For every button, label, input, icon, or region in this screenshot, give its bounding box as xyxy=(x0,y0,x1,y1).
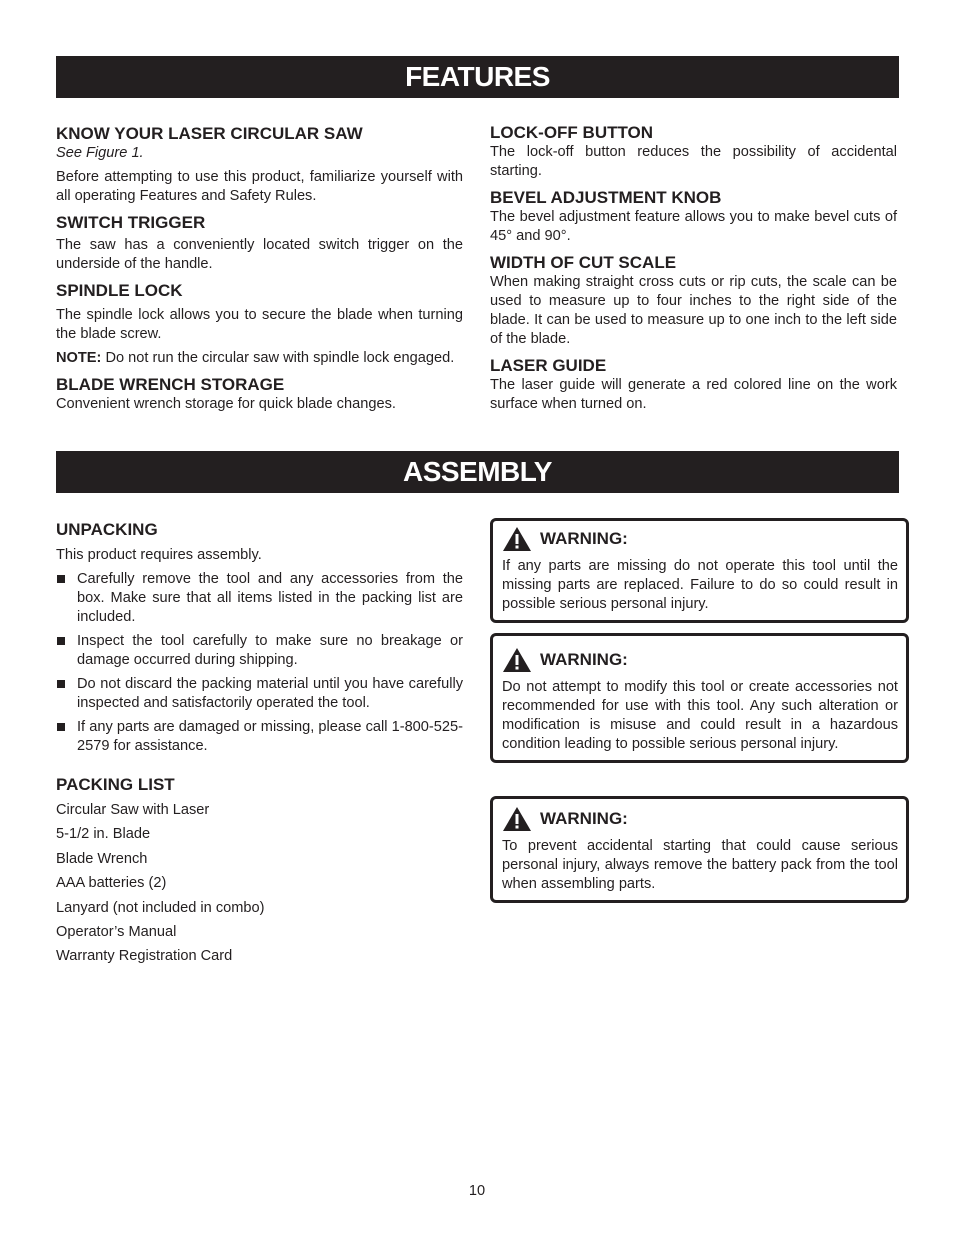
warning-triangle-icon xyxy=(502,806,532,832)
packing-item: Lanyard (not included in combo) xyxy=(56,899,265,916)
bullet-square-icon xyxy=(57,680,65,688)
packing-item: Operator’s Manual xyxy=(56,923,177,940)
packing-item: Blade Wrench xyxy=(56,850,148,867)
know-section xyxy=(56,124,463,206)
warning-box-battery xyxy=(490,796,909,903)
bullet-text: Carefully remove the tool and any accessories from the box. Make sure that all items listed in the packing list are included. xyxy=(77,571,463,625)
unpacking-heading: UNPACKING xyxy=(56,520,158,539)
warning-text: Do not attempt to modify this tool or create accessories not recommended for use with this tool. Any such alteration or modification is misuse and could result in a hazardous condition leading to possible serious personal injury. xyxy=(502,679,898,752)
assembly-title: ASSEMBLY xyxy=(56,451,899,493)
bullet-item xyxy=(56,632,463,670)
warning-label: WARNING: xyxy=(540,529,628,548)
unpacking-bullets xyxy=(56,570,463,756)
bullet-square-icon xyxy=(57,575,65,583)
lockoff-text: The lock-off button reduces the possibility of accidental starting. xyxy=(490,144,897,179)
unpacking-intro: This product requires assembly. xyxy=(56,547,262,563)
switch-heading: SWITCH TRIGGER xyxy=(56,213,206,232)
bullet-square-icon xyxy=(57,723,65,731)
switch-section xyxy=(56,213,463,274)
assembly-left-column xyxy=(56,520,463,972)
bevel-section xyxy=(490,188,897,246)
know-text: Before attempting to use this product, familiarize yourself with all operating Features and Safety Rules. xyxy=(56,169,463,204)
packing-item: AAA batteries (2) xyxy=(56,875,167,892)
page-number: 10 xyxy=(468,1183,486,1199)
packing-list xyxy=(56,801,463,966)
laser-section xyxy=(490,356,897,414)
wrench-text: Convenient wrench storage for quick blade changes. xyxy=(56,396,396,412)
warning-triangle-icon xyxy=(502,647,532,673)
bevel-heading: BEVEL ADJUSTMENT KNOB xyxy=(490,188,722,207)
features-title: FEATURES xyxy=(56,56,899,98)
spindle-note xyxy=(56,349,463,368)
switch-text: The saw has a conveniently located switch trigger on the underside of the handle. xyxy=(56,237,463,272)
bullet-text: Do not discard the packing material until you have carefully inspected and satisfactorily operated the tool. xyxy=(77,676,463,711)
lockoff-section xyxy=(490,123,897,181)
lockoff-heading: LOCK-OFF BUTTON xyxy=(490,123,654,142)
warning-label: WARNING: xyxy=(540,650,628,669)
warning-header xyxy=(502,646,898,674)
spindle-section xyxy=(56,281,463,368)
warning-box-modify xyxy=(490,633,909,763)
warning-text: To prevent accidental starting that could cause serious personal injury, always remove the battery pack from the tool when assembling parts. xyxy=(502,838,898,892)
warning-header xyxy=(502,805,898,833)
bullet-text: Inspect the tool carefully to make sure no breakage or damage occurred during shipping. xyxy=(77,633,463,668)
laser-heading: LASER GUIDE xyxy=(490,356,607,375)
bevel-text: The bevel adjustment feature allows you to make bevel cuts of 45° and 90°. xyxy=(490,209,897,244)
packing-heading: PACKING LIST xyxy=(56,775,175,794)
packing-item: Warranty Registration Card xyxy=(56,948,233,965)
spindle-text: The spindle lock allows you to secure the blade when turning the blade screw. xyxy=(56,307,463,342)
see-figure-ref: See Figure 1. xyxy=(56,145,144,161)
features-left-column xyxy=(56,124,463,414)
spindle-heading: SPINDLE LOCK xyxy=(56,281,183,300)
width-text: When making straight cross cuts or rip cuts, the scale can be used to measure up to four inches to the right side of the blade. It can be used to measure up to one inch to the left side of the blade. xyxy=(490,274,897,347)
width-section xyxy=(490,253,897,349)
features-right-column xyxy=(490,123,897,414)
note-label: NOTE: xyxy=(56,350,102,366)
packing-item: 5-1/2 in. Blade xyxy=(56,826,151,843)
width-heading: WIDTH OF CUT SCALE xyxy=(490,253,677,272)
warning-header xyxy=(502,525,898,553)
laser-text: The laser guide will generate a red colored line on the work surface when turned on. xyxy=(490,377,897,412)
bullet-item xyxy=(56,570,463,627)
note-text: Do not run the circular saw with spindle lock engaged. xyxy=(101,350,455,366)
warning-box-missing-parts xyxy=(490,518,909,623)
warning-triangle-icon xyxy=(502,526,532,552)
bullet-square-icon xyxy=(57,637,65,645)
know-heading: KNOW YOUR LASER CIRCULAR SAW xyxy=(56,124,363,143)
wrench-section xyxy=(56,375,463,414)
warning-text: If any parts are missing do not operate this tool until the missing parts are replaced. Failure to do so could result in possible serious personal injury. xyxy=(502,558,898,612)
wrench-heading: BLADE WRENCH STORAGE xyxy=(56,375,285,394)
bullet-text: If any parts are damaged or missing, please call 1-800-525-2579 for assistance. xyxy=(77,719,463,754)
bullet-item xyxy=(56,718,463,756)
bullet-item xyxy=(56,675,463,713)
warning-label: WARNING: xyxy=(540,809,628,828)
packing-item: Circular Saw with Laser xyxy=(56,802,210,818)
